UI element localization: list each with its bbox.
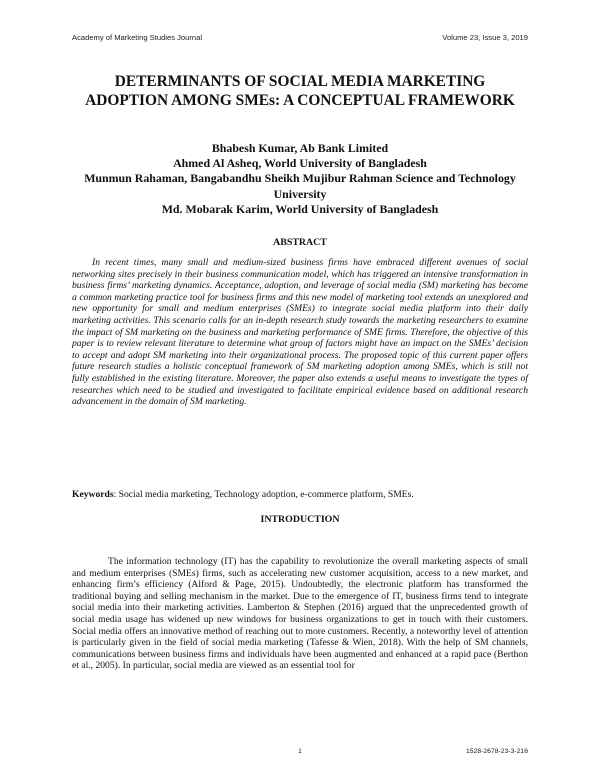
- keywords: [72, 489, 528, 500]
- author-list: [72, 141, 528, 217]
- page-number: 1: [298, 748, 302, 755]
- journal-name: Academy of Marketing Studies Journal: [72, 33, 203, 42]
- abstract-heading: ABSTRACT: [273, 237, 327, 248]
- introduction-text: The information technology (IT) has the capability to revolutionize the overall marketing aspects of small and medium enterprises (SMEs) firms, such as accelerating new customer acquisition, access to a new market, and enhancing firm’s efficiency (Alford & Page, 2015). Undoubtedly, the electronic platform has transformed the traditional buying and selling mechanism in the market. Due to the emergence of IT, business firms tend to integrate social media into their marketing activities. Lamberton & Stephen (2016) argued that the unprecedented growth of social media usage has widened up new windows for business organizations to get in touch with their customers. Social media offers an innovative method of reaching out to more customers. Recently, a noteworthy level of attention is particularly given in the field of social media marketing (Tafesse & Wien, 2018). With the help of SM channels, communications between business firms and individuals have been augmented and enhanced at a rapid pace (Berthon et al., 2005). In particular, social media are viewed as an essential tool for: [72, 556, 528, 672]
- introduction-heading: INTRODUCTION: [260, 514, 340, 525]
- author-line: Md. Mobarak Karim, World University of Bangladesh: [161, 201, 439, 216]
- volume-issue: Volume 23, Issue 3, 2019: [442, 33, 528, 42]
- author-line: Ahmed Al Asheq, World University of Bangladesh: [173, 156, 427, 171]
- abstract-text: In recent times, many small and medium-sized business firms have embraced different avenues of social networking sites precisely in their business communication model, which has triggered an intensive transformation in business firms’ marketing dynamics. Acceptance, adoption, and leverage of social media (SM) marketing has become a common marketing practice tool for business firms and this new model of marketing tool extends an unexplored and new opportunity for small and medium enterprises (SMEs) to integrate social media platform into their daily marketing activities. This scenario calls for an in-depth research study towards the marketing researchers to examine the impact of SM marketing on the business and marketing performance of SME firms. Therefore, the objective of this paper is to review relevant literature to determine what group of factors might have an impact on the SMEs’ decision to accept and adopt SM marketing into their organizational process. The proposed topic of this current paper offers future research studies a holistic conceptual framework of SM marketing adoption among SMEs, which is still not fully established in the existing literature. Moreover, the paper also extends a useful means to investigate the types of researches which need to be studied and investigated to facilitate empirical evidence based on additional research advancement in the domain of SM marketing.: [72, 257, 528, 408]
- author-line: Munmun Rahaman, Bangabandhu Sheikh Mujibur Rahman Science and Technology University: [84, 171, 516, 201]
- paper-title: DETERMINANTS OF SOCIAL MEDIA MARKETING ADOPTION AMONG SMEs: A CONCEPTUAL FRAMEWORK: [85, 73, 515, 109]
- issn-code: 1528-2678-23-3-216: [466, 748, 528, 755]
- keywords-label: Keywords: [72, 489, 114, 500]
- keywords-text: : Social media marketing, Technology adoption, e-commerce platform, SMEs.: [113, 489, 414, 500]
- author-line: Bhabesh Kumar, Ab Bank Limited: [211, 141, 389, 155]
